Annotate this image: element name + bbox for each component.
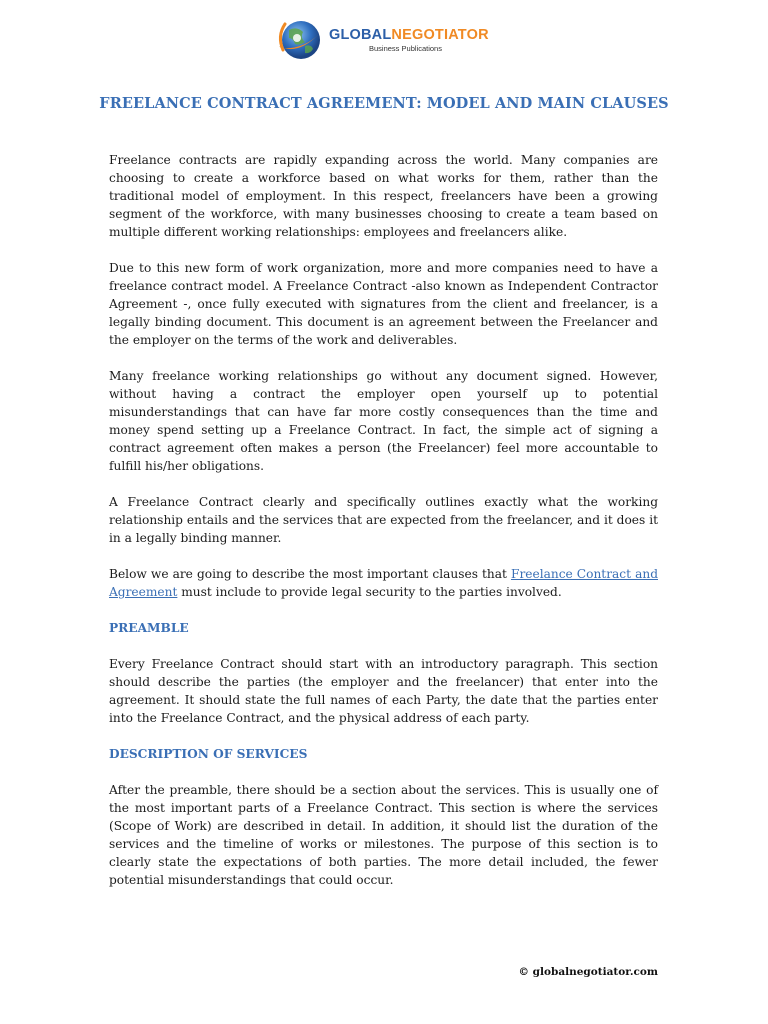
organization-paragraph: Due to this new form of work organization, more and more companies need to have a freelance contract model. A Freelance Contract -also known as Independent Contractor Agreement -, once fully executed with signatures from the client and freelancer, is a legally binding document. This document is an agreement between the Freelancer and the employer on the terms of the work and deliverables. bbox=[109, 261, 658, 347]
freelance-contract-link[interactable]: Freelance Contract and Agreement bbox=[109, 567, 658, 599]
preamble-paragraph: Every Freelance Contract should start with an introductory paragraph. This section should describe the parties (the employer and the freelancer) that enter into the agreement. It should state the full names of each Party, the date that the parties enter into the Freelance Contract, and the physical address of each party. bbox=[109, 657, 658, 725]
brand-name-global: GLOBAL bbox=[329, 27, 392, 43]
clauses-text-after: must include to provide legal security to the parties involved. bbox=[177, 585, 562, 599]
document-body bbox=[109, 151, 658, 907]
outline-paragraph: A Freelance Contract clearly and specifically outlines exactly what the working relationship entails and the services that are expected from the freelancer, and it does it in a legally binding manner. bbox=[109, 495, 658, 545]
copyright-footer: © globalnegotiator.com bbox=[518, 966, 658, 978]
services-heading: DESCRIPTION OF SERVICES bbox=[109, 747, 308, 761]
brand-subtitle: Business Publications bbox=[369, 43, 442, 53]
brand-name-negotiator: NEGOTIATOR bbox=[391, 27, 489, 43]
preamble-heading: PREAMBLE bbox=[109, 621, 189, 635]
globe-logo-icon bbox=[275, 16, 325, 64]
clauses-text-before: Below we are going to describe the most important clauses that bbox=[109, 567, 511, 581]
intro-paragraph: Freelance contracts are rapidly expanding across the world. Many companies are choosing to create a workforce based on what works for them, rather than the traditional model of employment. In this respect, freelancers have been a growing segment of the workforce, with many businesses choosing to create a team based on multiple different working relationships: employees and freelancers alike. bbox=[109, 153, 658, 239]
brand-name bbox=[329, 28, 489, 43]
clauses-paragraph bbox=[109, 565, 658, 601]
brand-logo[interactable] bbox=[275, 16, 489, 64]
document-title: FREELANCE CONTRACT AGREEMENT: MODEL AND MAIN CLAUSES bbox=[99, 95, 669, 112]
services-paragraph: After the preamble, there should be a section about the services. This is usually one of the most important parts of a Freelance Contract. This section is where the services (Scope of Work) are described in detail. In addition, it should list the duration of the services and the timeline of works or milestones. The purpose of this section is to clearly state the expectations of both parties. The more detail included, the fewer potential misunderstandings that could occur. bbox=[109, 783, 658, 887]
misunderstandings-paragraph: Many freelance working relationships go without any document signed. However, without having a contract the employer open yourself up to potential misunderstandings that can have far more costly consequences than the time and money spend setting up a Freelance Contract. In fact, the simple act of signing a contract agreement often makes a person (the Freelancer) feel more accountable to fulfill his/her obligations. bbox=[109, 369, 658, 473]
